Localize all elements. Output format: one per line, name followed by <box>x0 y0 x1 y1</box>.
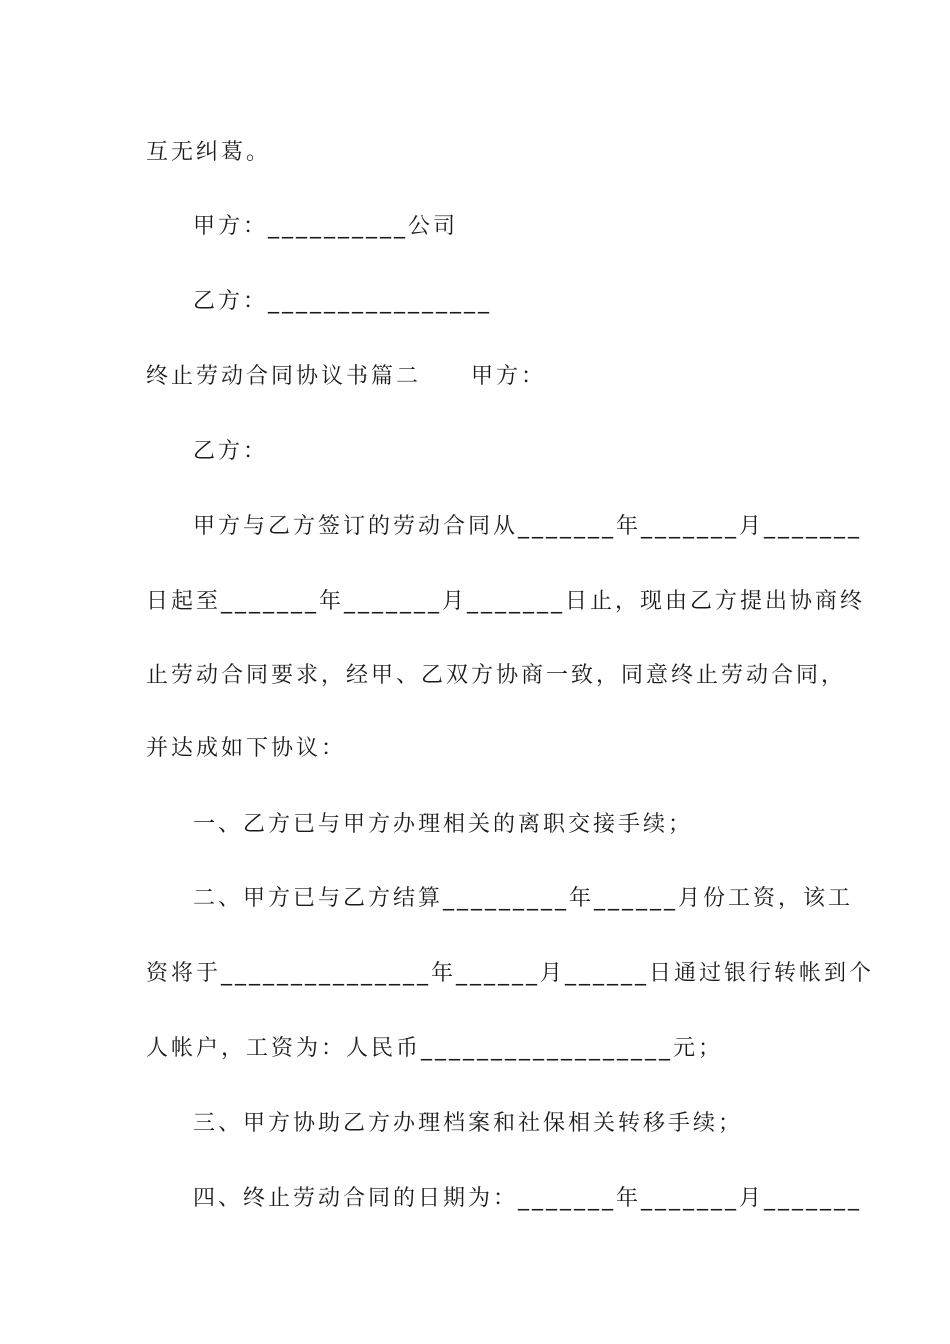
paragraph-line: 人帐户，工资为：人民币__________________元； <box>146 1036 724 1061</box>
clause-two: 二、甲方已与乙方结算_________年______月份工资，该工 <box>193 886 854 911</box>
paragraph-line: 并达成如下协议： <box>146 736 347 761</box>
clause-four: 四、终止劳动合同的日期为：_______年_______月_______ <box>193 1186 863 1211</box>
paragraph-line: 资将于_______________年______月______日通过银行转帐到个 <box>146 961 875 986</box>
party-a-line: 甲方：__________公司 <box>193 214 459 239</box>
party-b-label: 乙方： <box>193 439 269 464</box>
text-line-continuation: 互无纠葛。 <box>146 140 272 165</box>
party-b-line: 乙方：________________ <box>193 289 493 314</box>
section-heading: 终止劳动合同协议书篇二 甲方： <box>146 364 547 389</box>
clause-three: 三、甲方协助乙方办理档案和社保相关转移手续； <box>193 1111 744 1136</box>
paragraph-line: 止劳动合同要求，经甲、乙双方协商一致，同意终止劳动合同， <box>146 663 847 688</box>
paragraph-line: 日起至_______年_______月_______日止，现由乙方提出协商终 <box>146 589 866 614</box>
paragraph-line: 甲方与乙方签订的劳动合同从_______年_______月_______ <box>193 514 863 539</box>
clause-one: 一、乙方已与甲方办理相关的离职交接手续； <box>193 812 694 837</box>
